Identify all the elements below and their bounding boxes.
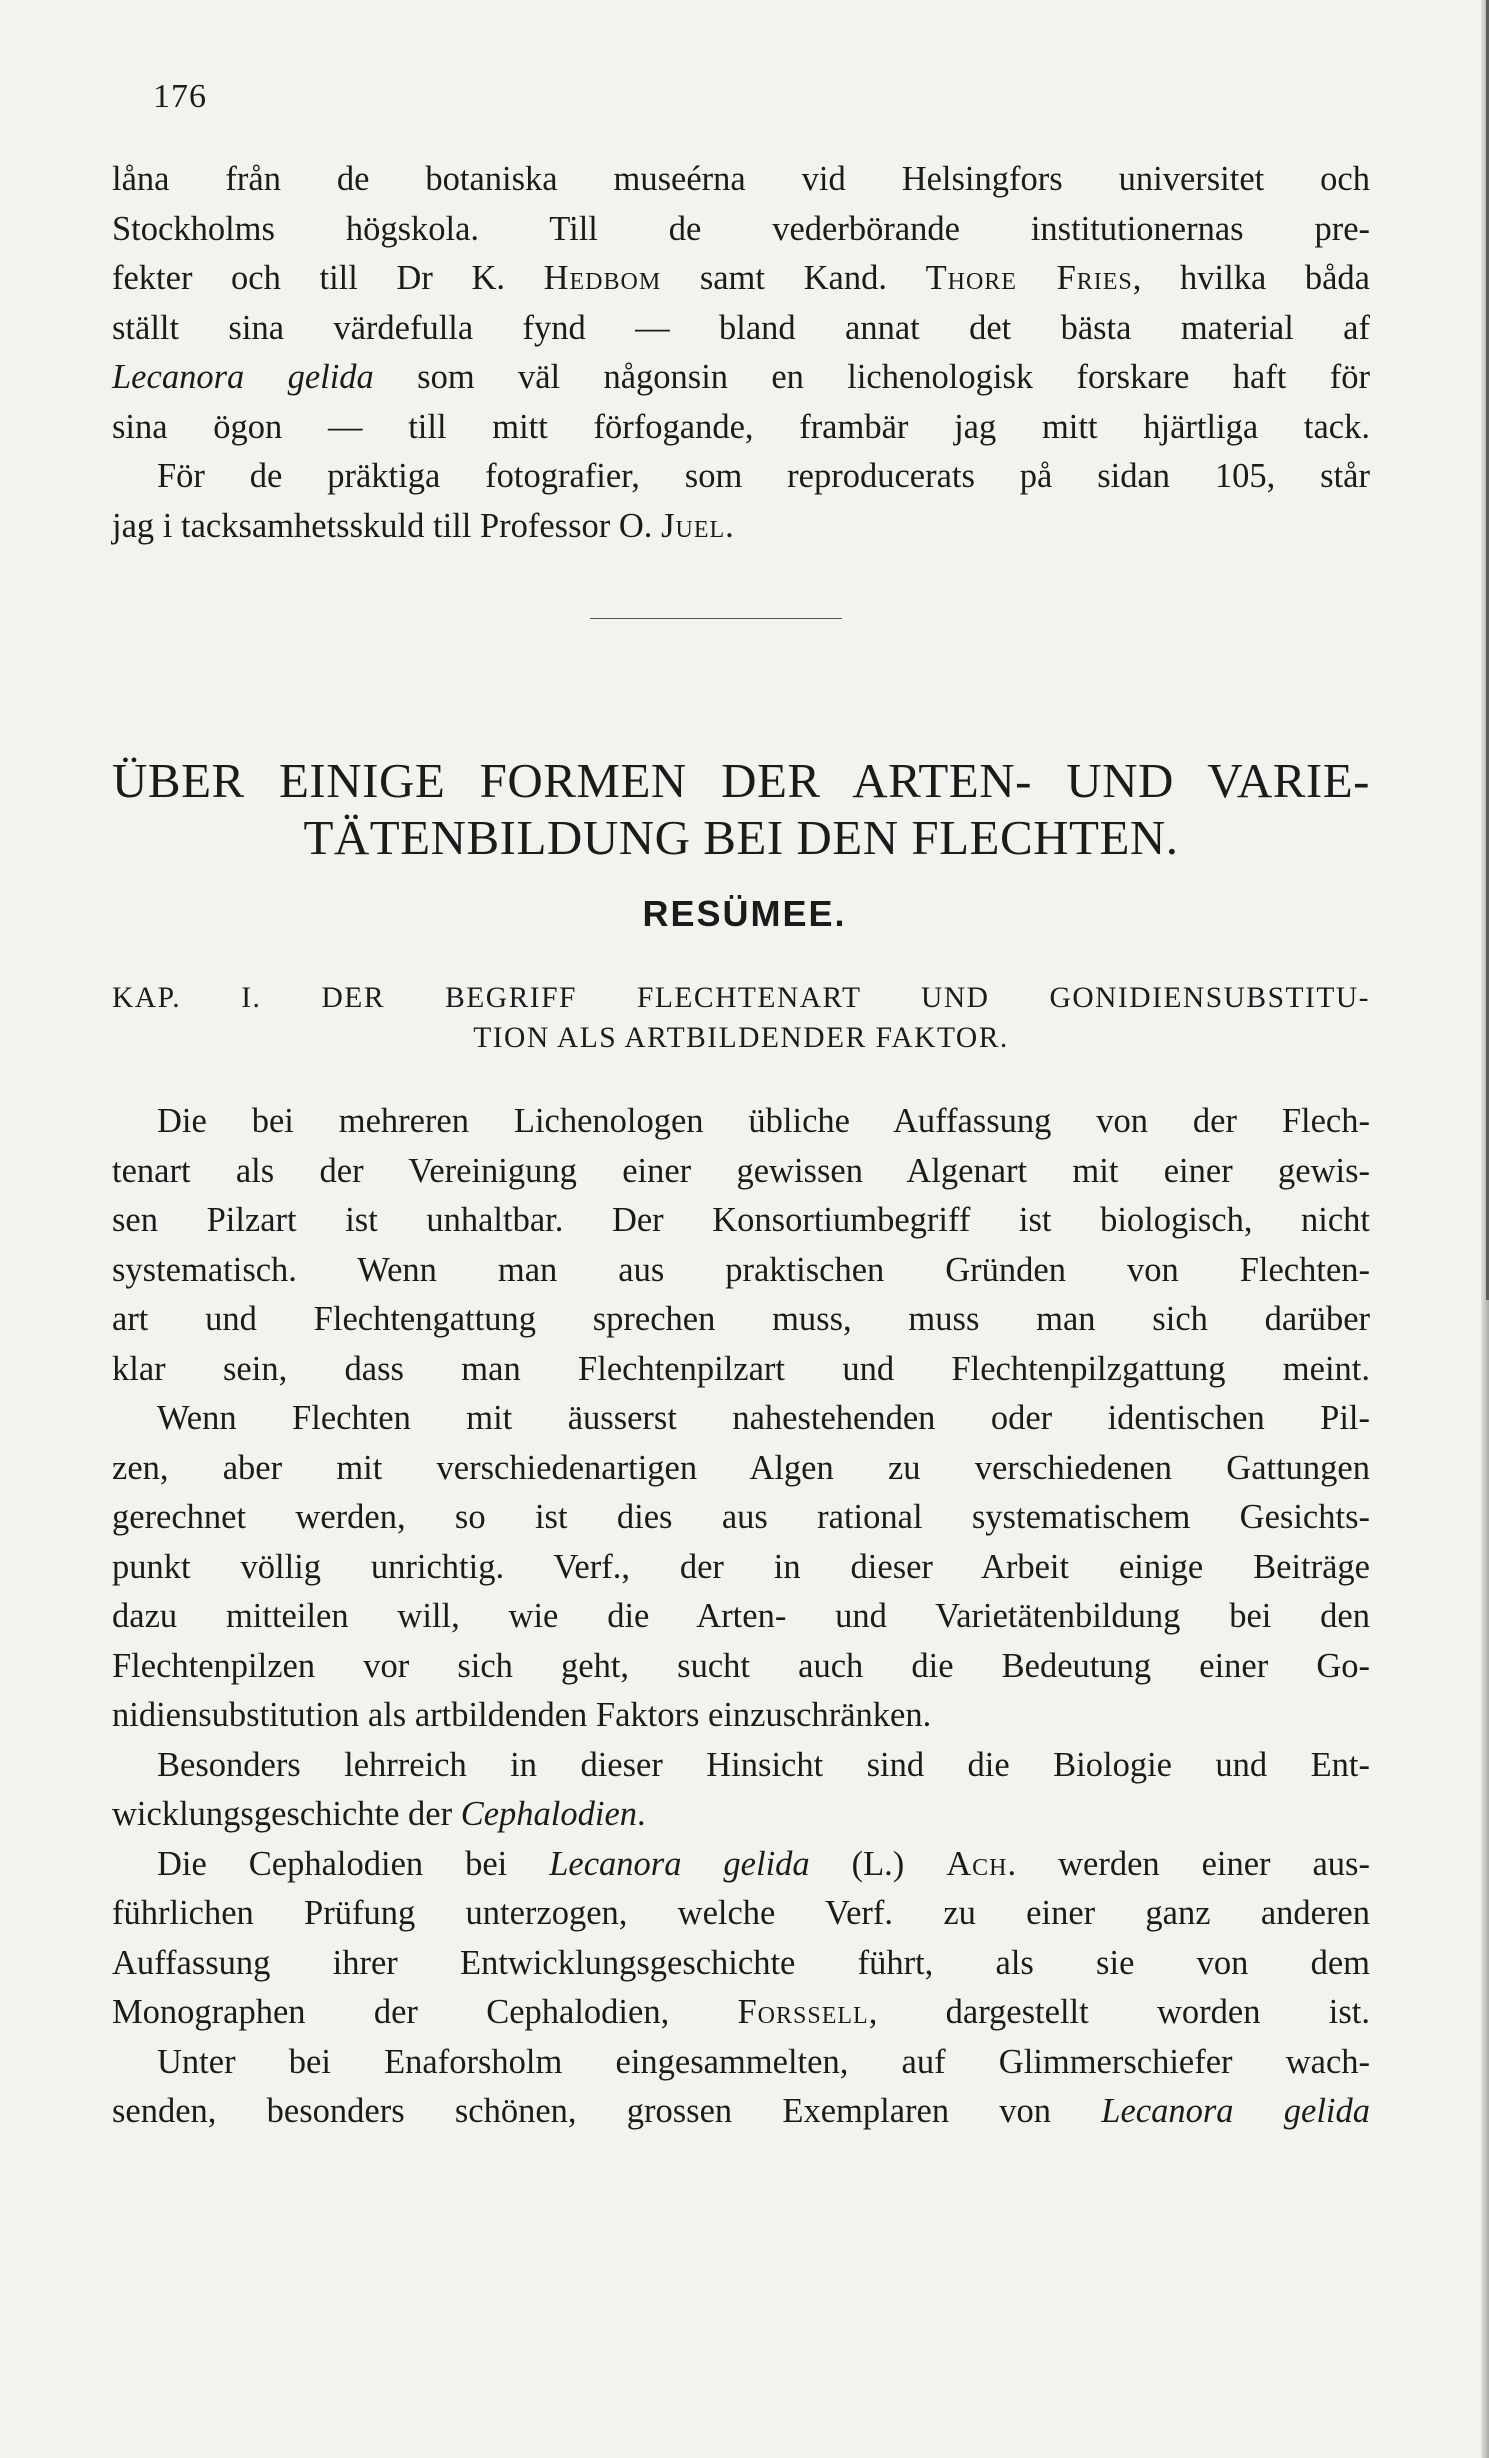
text-line: punkt völlig unrichtig. Verf., der in dieser Arbeit einige Beiträge	[112, 1547, 1370, 1586]
text-line: senden, besonders schönen, grossen Exemplaren von Lecanora gelida	[112, 2092, 1370, 2130]
text-line: sen Pilzart ist unhaltbar. Der Konsortiumbegriff ist biologisch, nicht	[112, 1201, 1370, 1239]
resumee-heading: RESÜMEE.	[642, 893, 847, 934]
text-line: låna från de botaniska museérna vid Helsingfors universitet och	[112, 160, 1370, 198]
person-name: Thore Fries	[925, 259, 1133, 297]
person-name: Hedbom	[543, 259, 662, 297]
section-divider	[590, 618, 842, 619]
text-line: Besonders lehrreich in dieser Hinsicht sind die Biologie und Ent-	[157, 1745, 1370, 1784]
text-line: Die bei mehreren Lichenologen übliche Auffassung von der Flech-	[157, 1102, 1370, 1140]
chapter-heading	[112, 978, 1370, 1058]
chapter-heading-line: KAP. I. DER BEGRIFF FLECHTENART UND GONIDIENSUBSTITU-	[112, 982, 1370, 1014]
text-line: För de präktiga fotografier, som reproducerats på sidan 105, står	[157, 457, 1370, 495]
text-line: sina ögon — till mitt förfogande, frambär jag mitt hjärtliga tack.	[112, 407, 1370, 446]
text-line: jag i tacksamhetsskuld till Professor O. Juel.	[112, 506, 734, 545]
title-line: ÜBER EINIGE FORMEN DER ARTEN- UND VARIE-	[112, 753, 1370, 808]
text-line: Unter bei Enaforsholm eingesammelten, auf Glimmerschiefer wach-	[157, 2042, 1370, 2081]
text-line: Stockholms högskola. Till de vederbörande institutionernas pre-	[112, 209, 1370, 248]
text-line: Lecanora gelida som väl någonsin en lichenologisk forskare haft för	[112, 358, 1370, 396]
text-line: fekter och till Dr K. Hedbom samt Kand. Thore Fries, hvilka båda	[112, 259, 1370, 297]
text-line: Flechtenpilzen vor sich geht, sucht auch die Bedeutung einer Go-	[112, 1646, 1370, 1685]
text-line: dazu mitteilen will, wie die Arten- und Varietätenbildung bei den	[112, 1597, 1370, 1635]
person-name: Juel	[661, 506, 726, 545]
text-line: Wenn Flechten mit äusserst nahestehenden oder identischen Pil-	[157, 1399, 1370, 1437]
text-line: führlichen Prüfung unterzogen, welche Verf. zu einer ganz anderen	[112, 1894, 1370, 1932]
text-line: Auffassung ihrer Entwicklungsgeschichte führt, als sie von dem	[112, 1943, 1370, 1982]
text-line: ställt sina värdefulla fynd — bland annat det bästa material af	[112, 308, 1370, 347]
term-italic: Cephalodien	[460, 1795, 638, 1833]
species-name: Lecanora gelida	[112, 358, 374, 396]
article-title	[112, 752, 1370, 866]
title-line: TÄTENBILDUNG BEI DEN FLECHTEN.	[303, 810, 1179, 865]
text-line: zen, aber mit verschiedenartigen Algen zu verschiedenen Gattungen	[112, 1448, 1370, 1487]
species-name: Lecanora gelida	[549, 1844, 810, 1883]
text-line: klar sein, dass man Flechtenpilzart und Flechtenpilzgattung meint.	[112, 1349, 1370, 1388]
text-line: Die Cephalodien bei Lecanora gelida (L.) Ach. werden einer aus-	[157, 1844, 1370, 1883]
text-line: Monographen der Cephalodien, Forssell, dargestellt worden ist.	[112, 1993, 1370, 2031]
text-line: systematisch. Wenn man aus praktischen Gründen von Flechten-	[112, 1250, 1370, 1289]
species-name: Lecanora gelida	[1101, 2092, 1370, 2130]
text-line: tenart als der Vereinigung einer gewissen Algenart mit einer gewis-	[112, 1151, 1370, 1190]
text-line: gerechnet werden, so ist dies aus rational systematischem Gesichts-	[112, 1498, 1370, 1536]
author-abbrev: Ach	[946, 1844, 1008, 1883]
german-summary	[112, 1097, 1370, 2137]
person-name: Forssell	[737, 1993, 869, 2031]
text-line: nidiensubstitution als artbildenden Faktors einzuschränken.	[112, 1696, 932, 1734]
page-edge-shadow	[1481, 0, 1489, 2458]
text-line: wicklungsgeschichte der Cephalodien.	[112, 1795, 646, 1833]
chapter-heading-line: TION ALS ARTBILDENDER FAKTOR.	[473, 1022, 1009, 1054]
swedish-paragraph	[112, 155, 1370, 551]
page-number: 176	[153, 78, 207, 115]
text-line: art und Flechtengattung sprechen muss, muss man sich darüber	[112, 1300, 1370, 1338]
